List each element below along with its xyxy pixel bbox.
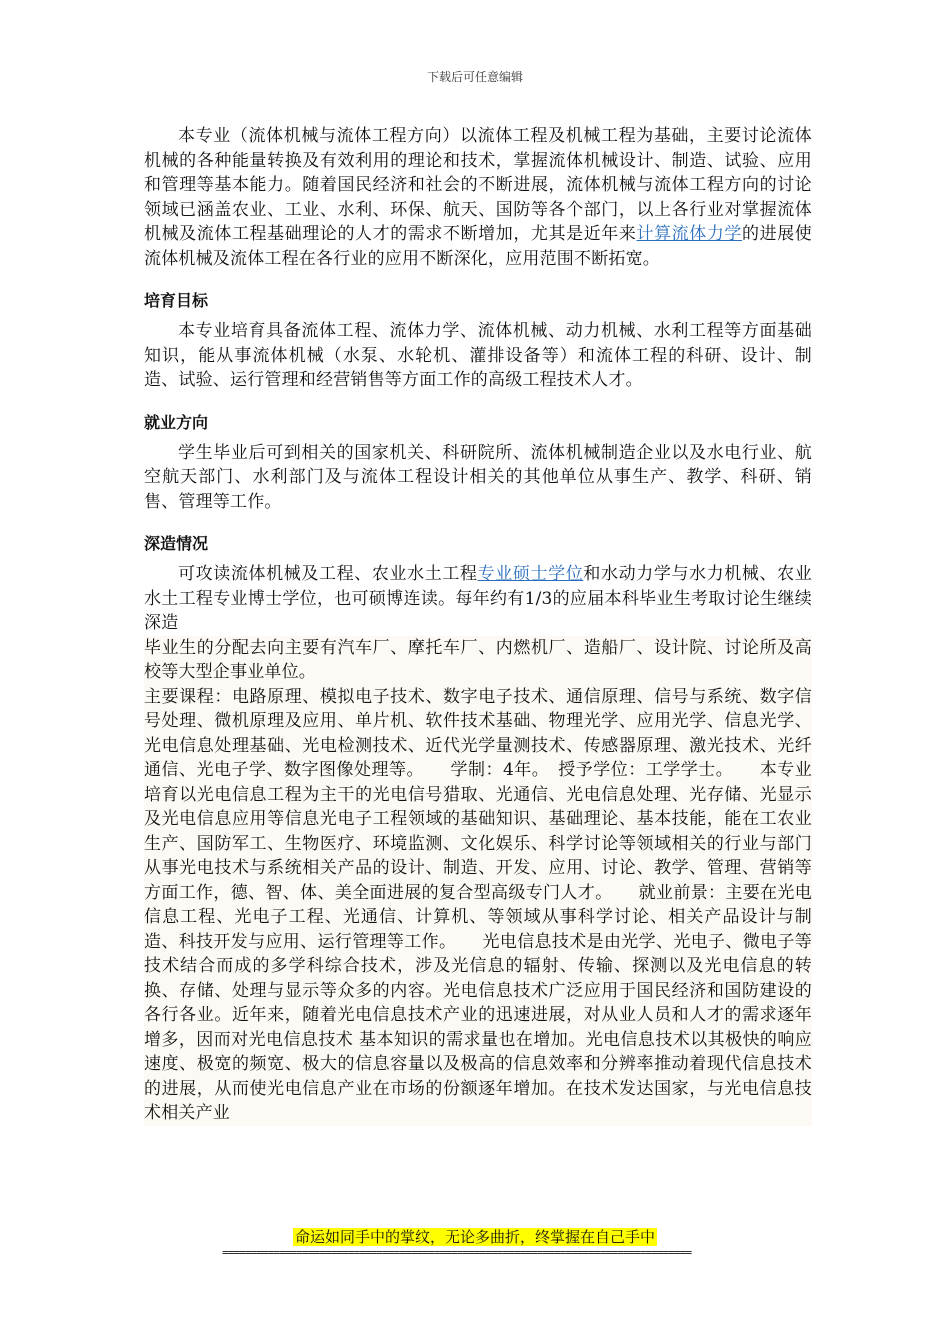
document-body: [144, 124, 812, 1126]
goals-paragraph: 本专业培育具备流体工程、流体力学、流体机械、动力机械、水利工程等方面基础知识，能从事流体机械（水泵、水轮机、灌排设备等）和流体工程的科研、设计、制造、试验、运行管理和经营销售等方面工作的高级工程技术人才。: [144, 321, 812, 390]
intro-paragraph: [144, 124, 812, 271]
shaded-block-text: 毕业生的分配去向主要有汽车厂、摩托车厂、内燃机厂、造船厂、设计院、讨论所及高校等大型企事业单位。 主要课程：电路原理、模拟电子技术、数字电子技术、通信原理、信号与系统、数字信号处理、微机原理及应用、单片机、软件技术基础、物理光学、应用光学、信息光学、光电信息处理基础、光电检测技术、近代光学量测技术、传感器原理、激光技术、光纤通信、光电子学、数字图像处理等。 学制：4年。 授予学位：工学学士。 本专业培育以光电信息工程为主干的光电信号猎取、光通信、光电信息处理、光存储、光显示及光电信息应用等信息光电子工程领域的基础知识、基础理论、基本技能，能在工农业生产、国防军工、生物医疗、环境监测、文化娱乐、科学讨论等领域相关的行业与部门从事光电技术与系统相关产品的设计、制造、开发、应用、讨论、教学、管理、营销等方面工作，德、智、体、美全面进展的复合型高级专门人才。 就业前景：主要在光电信息工程、光电子工程、光通信、计算机、等领域从事科学讨论、相关产品设计与制造、科技开发与应用、运行管理等工作。 光电信息技术是由光学、光电子、微电子等技术结合而成的多学科综合技术，涉及光信息的辐射、传输、探测以及光电信息的转换、存储、处理与显示等众多的内容。光电信息技术广泛应用于国民经济和国防建设的各行各业。近年来，随着光电信息技术产业的迅速进展，对从业人员和人才的需求逐年增多，因而对光电信息技术 基本知识的需求量也在增加。光电信息技术以其极快的响应速度、极宽的频宽、极大的信息容量以及极高的信息效率和分辨率推动着现代信息技术的进展，从而使光电信息产业在市场的份额逐年增加。在技术发达国家，与光电信息技术相关产业: [144, 637, 812, 1123]
page-header: 下载后可任意编辑: [426, 70, 523, 84]
employment-paragraph: 学生毕业后可到相关的国家机关、科研院所、流体机械制造企业以及水电行业、航空航天部门、水利部门及与流体工程设计相关的其他单位从事生产、教学、科研、销售、管理等工作。: [144, 442, 812, 512]
further-study-text-1: 可攻读流体机械及工程、农业水土工程: [178, 564, 478, 584]
intro-text-1: 本专业（流体机械与流体工程方向）以流体工程及机械工程为基础，主要讨论流体机械的各种能量转换及有效利用的理论和技术，掌握流体机械设计、制造、试验、应用和管理等基本能力。随着国民经济和社会的不断进展，流体机械与流体工程方向的讨论领域已涵盖农业、工业、水利、环保、航天、国防等各个部门，以上各行业对掌握流体机械及流体工程基础理论的人才的需求不断增加，尤其是近年来: [144, 126, 812, 244]
shaded-text-block: [144, 636, 812, 1126]
footer-divider: ==================================================================================: [222, 1246, 692, 1259]
further-study-heading: 深造情况: [144, 534, 209, 553]
footer-motto: [0, 1226, 950, 1247]
employment-heading: 就业方向: [144, 412, 209, 432]
further-study-text-2: 和水动力学与水力机械、农业水土工程专业博士学位，也可硕博连读。每年约有1/3的应届本科毕业生考取讨论生继续深造: [144, 564, 812, 633]
cfd-link[interactable]: 计算流体力学: [636, 224, 743, 244]
intro-text-2: 的进展使流体机械及流体工程在各行业的应用不断深化，应用范围不断拓宽。: [144, 224, 812, 269]
further-study-paragraph: [144, 562, 812, 636]
masters-degree-link[interactable]: 专业硕士学位: [477, 564, 584, 584]
motto-text: 命运如同手中的掌纹，无论多曲折，终掌握在自己手中: [294, 1228, 655, 1246]
goals-heading: 培育目标: [144, 291, 209, 310]
